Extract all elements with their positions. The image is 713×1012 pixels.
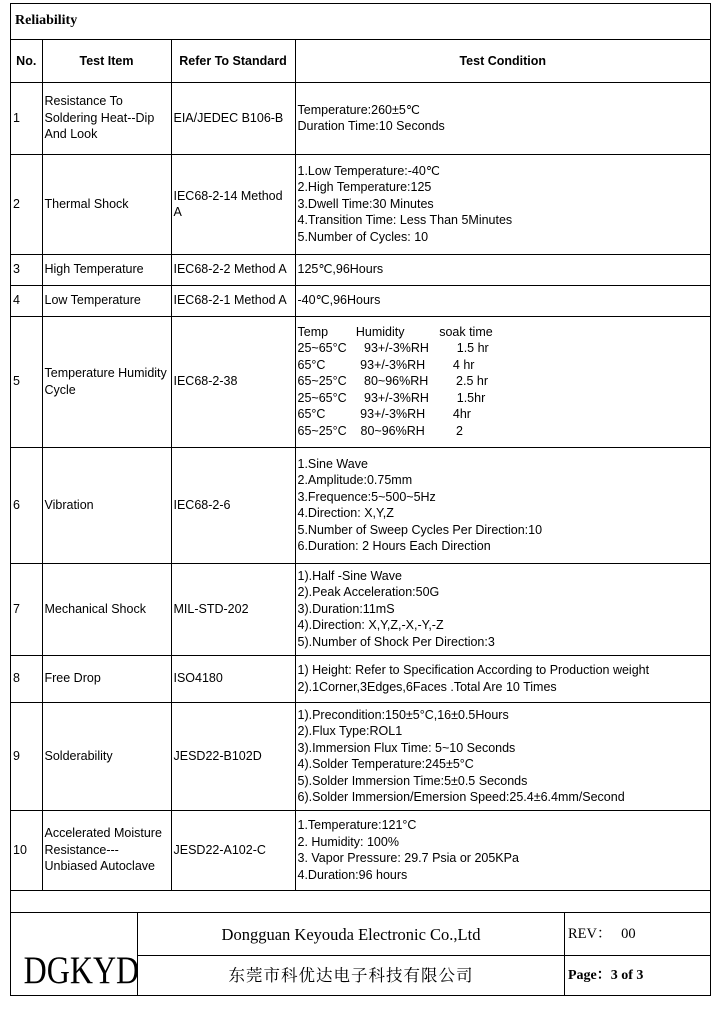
condition-line: 1) Height: Refer to Specification According to Production weight [297, 663, 650, 677]
row-standard: JESD22-B102D [171, 702, 295, 810]
condition-line: 3.Frequence:5~500~5Hz [297, 489, 436, 504]
condition-line: 5.Number of Cycles: 10 [297, 229, 429, 244]
row-test-item: Accelerated Moisture Resistance---Unbiased Autoclave [42, 810, 171, 890]
row-no: 10 [11, 810, 42, 890]
header-condition: Test Condition [295, 40, 710, 82]
row-standard: IEC68-2-14 Method A [171, 154, 295, 254]
table-row [11, 316, 710, 447]
row-standard: MIL-STD-202 [171, 563, 295, 655]
row-no: 9 [11, 702, 42, 810]
title-row [11, 4, 710, 40]
row-no: 7 [11, 563, 42, 655]
condition-line: 1.Low Temperature:-40℃ [297, 163, 440, 178]
condition-line: 4.Duration:96 hours [297, 867, 408, 882]
table-row [11, 285, 710, 316]
table-row [11, 447, 710, 563]
condition-line: 4).Solder Temperature:245±5°C [297, 757, 474, 771]
row-condition [295, 285, 710, 316]
row-no: 3 [11, 254, 42, 285]
row-test-item: Resistance To Soldering Heat--Dip And Look [42, 82, 171, 154]
table-row [11, 563, 710, 655]
condition-line: 2).1Corner,3Edges,6Faces .Total Are 10 Times [297, 679, 557, 694]
condition-line: 6).Solder Immersion/Emersion Speed:25.4±6.4mm/Second [297, 790, 625, 804]
table-row [11, 82, 710, 154]
condition-line: 4).Direction: X,Y,Z,-X,-Y,-Z [297, 618, 444, 633]
rev-value: 00 [621, 926, 636, 942]
condition-line: 65°C 93+/-3%RH 4hr [297, 407, 471, 422]
row-no: 6 [11, 447, 42, 563]
row-test-item: Solderability [42, 702, 171, 810]
footer [11, 912, 710, 996]
condition-line: -40℃,96Hours [297, 293, 381, 308]
condition-line: 65°C 93+/-3%RH 4 hr [297, 357, 475, 372]
condition-line: 2).Peak Acceleration:50G [297, 585, 440, 600]
condition-line: 3).Immersion Flux Time: 5~10 Seconds [297, 740, 516, 755]
header-row [11, 40, 710, 82]
row-standard: IEC68-2-1 Method A [171, 285, 295, 316]
row-standard: JESD22-A102-C [171, 810, 295, 890]
row-test-item: Thermal Shock [42, 154, 171, 254]
spacer-row [11, 889, 710, 913]
row-no: 2 [11, 154, 42, 254]
row-standard: EIA/JEDEC B106-B [171, 82, 295, 154]
company-name-cn: 东莞市科优达电子科技有限公司 [138, 956, 565, 996]
reliability-table [11, 40, 710, 891]
table-body [11, 82, 710, 890]
condition-line: Temp Humidity soak time [297, 324, 493, 339]
condition-line: 4.Direction: X,Y,Z [297, 506, 394, 520]
condition-line: 1.Temperature:121°C [297, 818, 417, 832]
condition-line: 1).Half -Sine Wave [297, 568, 402, 583]
row-standard: IEC68-2-6 [171, 447, 295, 563]
table-row [11, 655, 710, 702]
company-name-en: Dongguan Keyouda Electronic Co.,Ltd [138, 913, 565, 956]
rev-label: REV： [568, 926, 612, 942]
condition-line: Duration Time:10 Seconds [297, 119, 445, 133]
row-condition [295, 154, 710, 254]
row-no: 8 [11, 655, 42, 702]
row-standard: IEC68-2-2 Method A [171, 254, 295, 285]
header-standard: Refer To Standard [171, 40, 295, 82]
condition-line: 3).Duration:11mS [297, 601, 395, 616]
condition-line: 1.Sine Wave [297, 456, 368, 471]
row-condition [295, 563, 710, 655]
row-no: 1 [11, 82, 42, 154]
revision [565, 913, 710, 956]
table-row [11, 254, 710, 285]
row-condition [295, 82, 710, 154]
row-test-item: High Temperature [42, 254, 171, 285]
row-condition [295, 810, 710, 890]
condition-line: 1).Precondition:150±5°C,16±0.5Hours [297, 707, 509, 722]
condition-line: 65~25°C 80~96%RH 2.5 hr [297, 374, 489, 389]
condition-line: 6.Duration: 2 Hours Each Direction [297, 539, 491, 553]
condition-line: 4.Transition Time: Less Than 5Minutes [297, 213, 513, 228]
row-condition [295, 702, 710, 810]
row-test-item: Free Drop [42, 655, 171, 702]
header-test-item: Test Item [42, 40, 171, 82]
row-test-item: Vibration [42, 447, 171, 563]
table-row [11, 154, 710, 254]
row-no: 4 [11, 285, 42, 316]
row-no: 5 [11, 316, 42, 447]
condition-line: 3.Dwell Time:30 Minutes [297, 196, 434, 211]
table-row [11, 702, 710, 810]
condition-line: 5.Number of Sweep Cycles Per Direction:10 [297, 522, 543, 537]
row-condition [295, 655, 710, 702]
row-condition [295, 447, 710, 563]
condition-line: 2.Amplitude:0.75mm [297, 473, 413, 487]
logo-text: DGKYD [23, 949, 140, 992]
row-test-item: Temperature Humidity Cycle [42, 316, 171, 447]
condition-line: 2. Humidity: 100% [297, 834, 399, 849]
condition-line: 25~65°C 93+/-3%RH 1.5hr [297, 390, 486, 405]
row-test-item: Mechanical Shock [42, 563, 171, 655]
header-no: No. [11, 40, 42, 82]
condition-line: 125℃,96Hours [297, 262, 384, 277]
condition-line: 3. Vapor Pressure: 29.7 Psia or 205KPa [297, 851, 519, 865]
condition-line: 5).Solder Immersion Time:5±0.5 Seconds [297, 773, 528, 788]
row-condition [295, 316, 710, 447]
page-number: Page：3 of 3 [568, 968, 644, 983]
condition-line: Temperature:260±5℃ [297, 102, 420, 117]
row-condition [295, 254, 710, 285]
condition-line: 2).Flux Type:ROL1 [297, 724, 403, 738]
sheet-title: Reliability [15, 13, 78, 28]
company-logo [11, 913, 138, 996]
condition-line: 2.High Temperature:125 [297, 180, 432, 195]
condition-line: 25~65°C 93+/-3%RH 1.5 hr [297, 341, 489, 356]
reliability-sheet [10, 3, 711, 996]
row-standard: ISO4180 [171, 655, 295, 702]
condition-line: 65~25°C 80~96%RH 2 [297, 423, 464, 438]
table-row [11, 810, 710, 890]
condition-line: 5).Number of Shock Per Direction:3 [297, 634, 495, 649]
row-standard: IEC68-2-38 [171, 316, 295, 447]
row-test-item: Low Temperature [42, 285, 171, 316]
